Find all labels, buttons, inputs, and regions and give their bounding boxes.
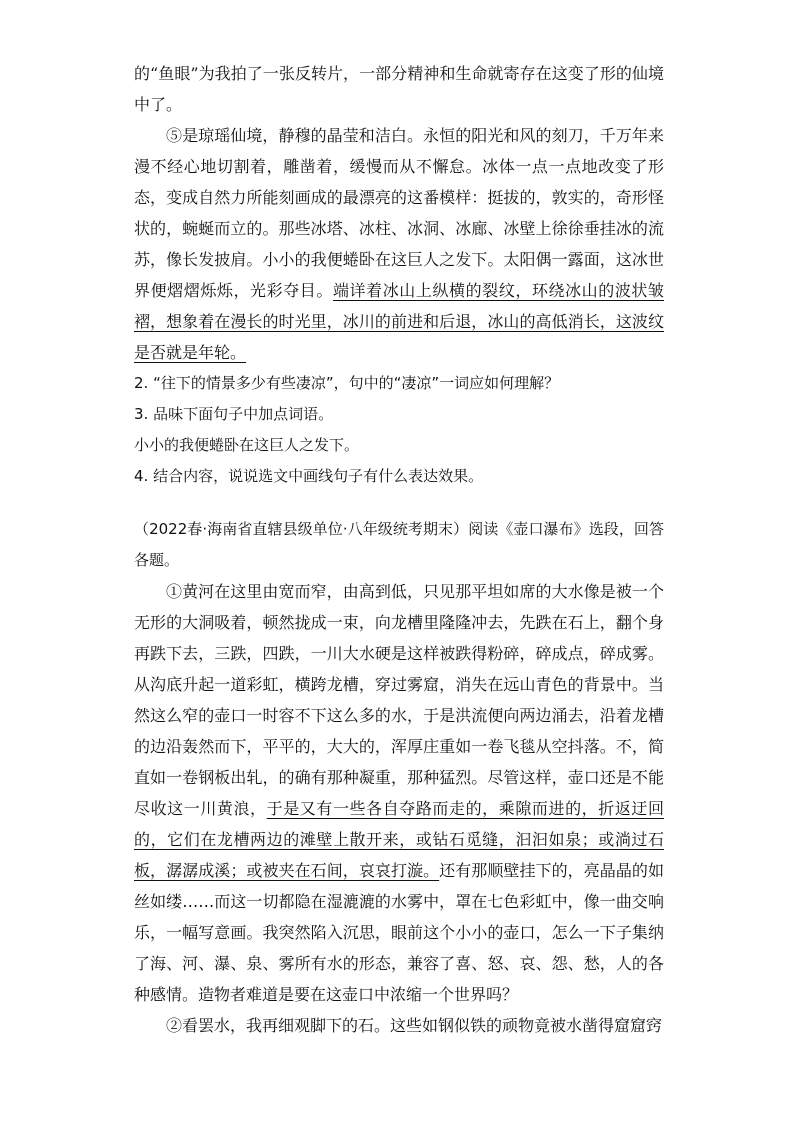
paragraph-5-text: ⑤是琼瑶仙境，静穆的晶莹和洁白。永恒的阳光和风的刻刀，千万年来漫不经心地切割着，雕凿着，缓慢而从不懈怠。冰体一点一点地改变了形态，变成自然力所能刻画成的最漂亮的这番模样：挺拔的，敦实的，奇形怪状的，蜿蜒而立的。那些冰塔、冰柱、冰洞、冰廊、冰壁上徐徐垂挂冰的流苏，像长发披肩。小小的我便蜷卧在这巨人之发下。太阳偶一露面，这冰世界便熠熠烁烁，光彩夺目。 [134, 126, 664, 300]
passage1-paragraph-5 [134, 120, 664, 368]
document-body [134, 58, 664, 1041]
section2-heading: （2022春·海南省直辖县级单位·八年级统考期末）阅读《壶口瀑布》选段，回答各题。 [134, 520, 664, 569]
question-2: 2. “往下的情景多少有些凄凉”，句中的“凄凉”一词应如何理解？ [134, 374, 560, 392]
question-3: 3. 品味下面句子中加点词语。 [134, 405, 334, 423]
question-4: 4. 结合内容，说说选文中画线句子有什么表达效果。 [134, 467, 484, 485]
passage2-paragraph-1 [134, 576, 664, 1010]
underlined-sentence: 端详着冰山上纵横的裂纹，环绕冰山的波状皱褶，想象着在漫长的时光里，冰川的前进和后退，冰山的高低消长，这波纹是否就是年轮。 [134, 281, 664, 362]
question-3-sentence: 小小的我便蜷卧在这巨人之发下。 [134, 436, 360, 454]
underlined-sentence: 于是又有一些各自夺路而走的，乘隙而进的，折返迂回的，它们在龙槽两边的滩壁上散开来，或钻石觅缝，汩汩如泉；或淌过石板，潺潺成溪；或被夹在石间，哀哀打漩。 [134, 799, 664, 880]
paragraph-1-text-end: 还有那顺壁挂下的，亮晶晶的如丝如缕……而这一切都隐在湿漉漉的水雾中，罩在七色彩虹中，像一曲交响乐，一幅写意画。我突然陷入沉思，眼前这个小小的壶口，怎么一下子集纳了海、河、瀑、泉、雾所有水的形态，兼容了喜、怒、哀、怨、愁，人的各种感情。造物者难道是要在这壶口中浓缩一个世界吗？ [134, 861, 664, 1004]
section-spacer [134, 492, 664, 514]
passage2-paragraph-2: ②看罢水，我再细观脚下的石。这些如钢似铁的顽物竟被水凿得窟窟窍 [166, 1016, 663, 1035]
passage1-continued-paragraph: 的“鱼眼”为我拍了一张反转片，一部分精神和生命就寄存在这变了形的仙境中了。 [134, 64, 664, 114]
paragraph-1-text: ①黄河在这里由宽而窄，由高到低，只见那平坦如席的大水像是被一个无形的大洞吸着，顿然拢成一束，向龙槽里隆隆冲去，先跌在石上，翻个身再跌下去，三跌，四跌，一川大水硬是这样被跌得粉碎，碎成点，碎成雾。从沟底升起一道彩虹，横跨龙槽，穿过雾窟，消失在远山青色的背景中。当然这么窄的壶口一时容不下这么多的水，于是洪流便向两边涌去，沿着龙槽的边沿轰然而下，平平的，大大的，浑厚庄重如一卷飞毯从空抖落。不，简直如一卷钢板出轧，的确有那种凝重，那种猛烈。尽管这样，壶口还是不能尽收这一川黄浪， [134, 582, 664, 818]
